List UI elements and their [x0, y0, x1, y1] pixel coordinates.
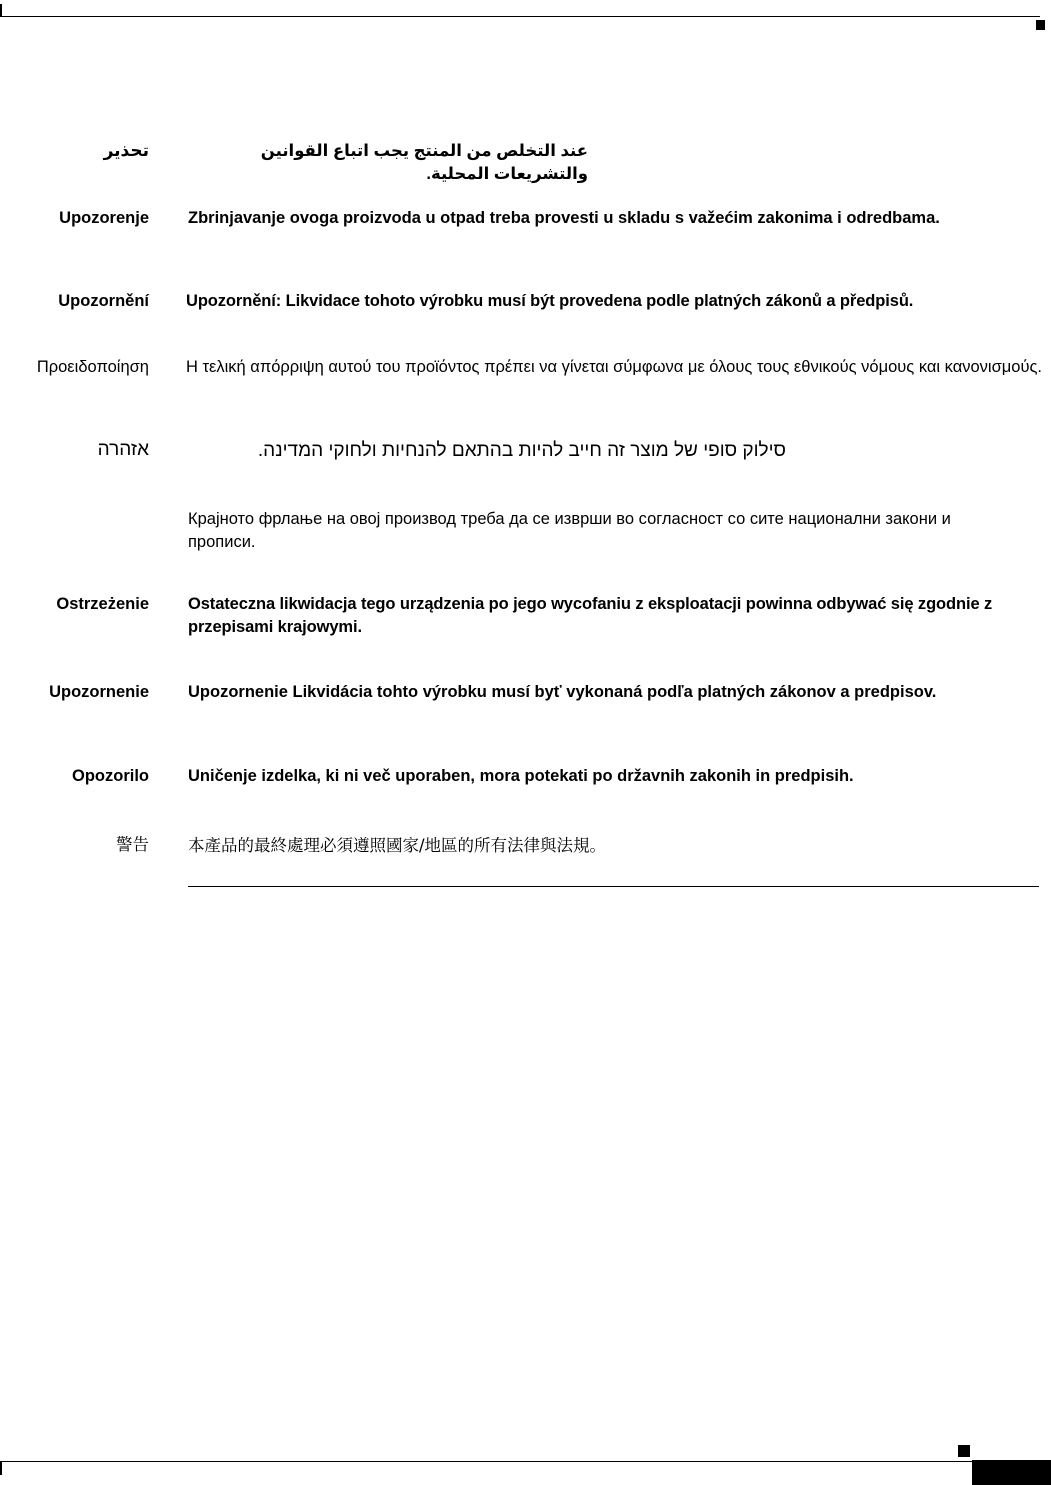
warning-label: Upozornění — [58, 292, 149, 310]
warning-text: 本產品的最終處理必須遵照國家/地區的所有法律與法規。 — [188, 836, 607, 855]
warning-label: تحذير — [103, 141, 149, 160]
footer-left-tick — [0, 1461, 2, 1475]
header-corner-mark — [1036, 20, 1045, 30]
warning-text: Upozornění: Likvidace tohoto výrobku musí být provedena podle platných zákonů a předpisů. — [186, 292, 914, 310]
warning-text: סילוק סופי של מוצר זה חייב להיות בהתאם להנחיות ולחוקי המדינה. — [257, 440, 786, 461]
section-end-rule — [188, 886, 1039, 887]
warning-label: Upozornenie — [49, 683, 149, 701]
warning-label: Upozorenje — [59, 209, 149, 227]
header-rule — [0, 16, 1040, 17]
warning-text: Η τελική απόρριψη αυτού του προϊόντος πρέπει να γίνεται σύμφωνα με όλους τους εθνικούς νόμους και κανονισμούς. — [186, 358, 1043, 376]
footer-page-tab — [972, 1460, 1051, 1485]
warning-text: عند التخلص من المنتج يجب اتباع القوانين والتشريعات المحلية. — [260, 142, 588, 183]
warning-text: Крајното фрлање на овој производ треба да се изврши во согласност со сите национални закони и прописи. — [188, 510, 951, 551]
warning-text: Upozornenie Likvidácia tohto výrobku musí byť vykonaná podľa platných zákonov a predpisov. — [188, 683, 937, 701]
warning-label: Προειδοποίηση — [36, 358, 149, 376]
warning-text: Zbrinjavanje ovoga proizvoda u otpad treba provesti u skladu s važećim zakonima i odredbama. — [188, 209, 940, 227]
warning-text: Ostateczna likwidacja tego urządzenia po jego wycofaniu z eksploatacji powinna odbywać się zgodnie z przepisami krajowymi. — [188, 595, 993, 636]
footer-rule — [0, 1461, 972, 1462]
warning-text: Uničenje izdelka, ki ni več uporaben, mora potekati po državnih zakonih in predpisih. — [188, 767, 854, 785]
warning-label: Ostrzeżenie — [56, 595, 149, 613]
header-left-tick — [0, 4, 2, 17]
warning-label: אזהרה — [97, 439, 149, 460]
warning-label: Opozorilo — [72, 767, 149, 785]
warning-label: 警告 — [116, 835, 149, 854]
footer-corner-mark — [958, 1445, 970, 1457]
